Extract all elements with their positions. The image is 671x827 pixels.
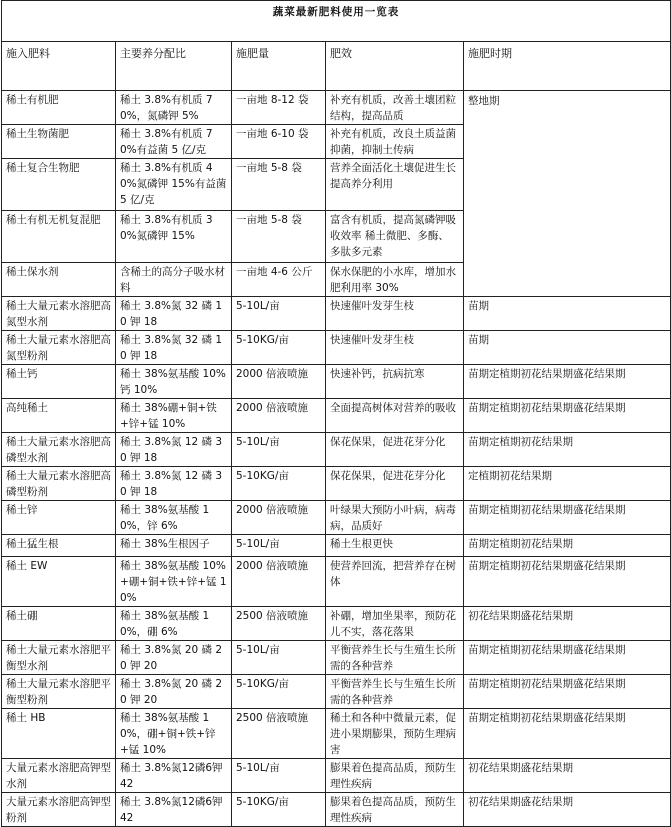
fertilizer-name: 稀土生物菌肥 bbox=[2, 125, 116, 159]
table-row bbox=[2, 399, 671, 433]
application-amount: 5-10L/亩 bbox=[232, 641, 326, 675]
application-amount: 一亩地 4-6 公斤 bbox=[232, 263, 326, 297]
application-amount: 2500 倍液喷施 bbox=[232, 709, 326, 759]
fertilizer-name: 大量元素水溶肥高钾型粉剂 bbox=[2, 793, 116, 827]
nutrient-ratio: 稀土 3.8%有机质 70%，氮磷钾 5% bbox=[116, 91, 232, 125]
application-amount: 5-10L/亩 bbox=[232, 759, 326, 793]
nutrient-ratio: 稀土 38%硼+铜+铁+锌+锰 10% bbox=[116, 399, 232, 433]
nutrient-ratio: 稀土 3.8%氮 12 磷 30 钾 18 bbox=[116, 467, 232, 501]
application-amount: 5-10KG/亩 bbox=[232, 793, 326, 827]
fertilizer-effect: 富含有机质，提高氮磷钾吸收效率 稀土微肥、多酶、多肽多元素 bbox=[326, 211, 464, 263]
table-row bbox=[2, 467, 671, 501]
nutrient-ratio: 稀土 38%氨基酸 10%，锌 6% bbox=[116, 501, 232, 535]
fertilizer-name: 稀土钙 bbox=[2, 365, 116, 399]
application-amount: 2000 倍液喷施 bbox=[232, 557, 326, 607]
fertilizer-effect: 保水保肥的小水库，增加水肥利用率 30% bbox=[326, 263, 464, 297]
nutrient-ratio: 稀土 3.8%氮 20 磷 20 钾 20 bbox=[116, 641, 232, 675]
nutrient-ratio: 稀土 38%氨基酸 10%+硼+铜+铁+锌+锰 10% bbox=[116, 557, 232, 607]
fertilizer-name: 大量元素水溶肥高钾型水剂 bbox=[2, 759, 116, 793]
nutrient-ratio: 稀土 3.8%氮 12 磷 30 钾 18 bbox=[116, 433, 232, 467]
application-period: 苗期定植期初花结果期盛花结果期 bbox=[464, 675, 671, 709]
header-amount: 施肥量 bbox=[232, 42, 326, 91]
fertilizer-name: 稀土有机无机复混肥 bbox=[2, 211, 116, 263]
nutrient-ratio: 稀土 3.8%氮 20 磷 20 钾 20 bbox=[116, 675, 232, 709]
nutrient-ratio: 含稀土的高分子吸水材料 bbox=[116, 263, 232, 297]
fertilizer-name: 稀土锌 bbox=[2, 501, 116, 535]
application-period: 苗期定植期初花结果期 bbox=[464, 433, 671, 467]
header-row bbox=[2, 42, 671, 91]
table-row bbox=[2, 759, 671, 793]
application-period: 初花结果期盛花结果期 bbox=[464, 607, 671, 641]
table-row bbox=[2, 297, 671, 331]
fertilizer-effect: 平衡营养生长与生殖生长所需的各种营养 bbox=[326, 675, 464, 709]
table-row bbox=[2, 607, 671, 641]
nutrient-ratio: 稀土 3.8%氮 32 磷 10 钾 18 bbox=[116, 331, 232, 365]
nutrient-ratio: 稀土 3.8%有机质 30%氮磷钾 15% bbox=[116, 211, 232, 263]
fertilizer-name: 稀土大量元素水溶肥高氮型水剂 bbox=[2, 297, 116, 331]
table-row bbox=[2, 433, 671, 467]
fertilizer-effect: 膨果着色提高品质，预防生理性疾病 bbox=[326, 759, 464, 793]
table-title: 蔬菜最新肥料使用一览表 bbox=[272, 6, 400, 18]
fertilizer-effect: 营养全面活化土壤促进生长提高养分利用 bbox=[326, 159, 464, 211]
nutrient-ratio: 稀土 3.8%氮12磷6钾 42 bbox=[116, 793, 232, 827]
application-period: 苗期定植期初花结果期盛花结果期 bbox=[464, 557, 671, 607]
application-period: 初花结果期盛花结果期 bbox=[464, 793, 671, 827]
application-amount: 2500 倍液喷施 bbox=[232, 607, 326, 641]
application-period: 苗期定植期初花结果期盛花结果期 bbox=[464, 399, 671, 433]
application-amount: 5-10L/亩 bbox=[232, 535, 326, 557]
fertilizer-effect: 快速补钙，抗病抗寒 bbox=[326, 365, 464, 399]
fertilizer-name: 稀土硼 bbox=[2, 607, 116, 641]
application-period: 定植期初花结果期 bbox=[464, 467, 671, 501]
fertilizer-effect: 补充有机质，改善土壤团粒结构，提高品质 bbox=[326, 91, 464, 125]
application-period: 苗期定植期初花结果期盛花结果期 bbox=[464, 501, 671, 535]
fertilizer-name: 稀土 HB bbox=[2, 709, 116, 759]
fertilizer-table-page bbox=[1, 0, 670, 827]
fertilizer-name: 稀土大量元素水溶肥平衡型水剂 bbox=[2, 641, 116, 675]
fertilizer-effect: 平衡营养生长与生殖生长所需的各种营养 bbox=[326, 641, 464, 675]
nutrient-ratio: 稀土 38%氨基酸 10%，硼+铜+铁+锌+锰 10% bbox=[116, 709, 232, 759]
header-fertilizer: 施入肥料 bbox=[2, 42, 116, 91]
table-title-cell bbox=[2, 1, 671, 42]
application-period: 苗期定植期初花结果期盛花结果期 bbox=[464, 709, 671, 759]
nutrient-ratio: 稀土 38%生根因子 bbox=[116, 535, 232, 557]
application-amount: 一亩地 5-8 袋 bbox=[232, 159, 326, 211]
application-period: 整地期 bbox=[464, 91, 671, 297]
table-row bbox=[2, 535, 671, 557]
application-amount: 2000 倍液喷施 bbox=[232, 501, 326, 535]
nutrient-ratio: 稀土 3.8%有机质 40%氮磷钾 15%有益菌 5 亿/克 bbox=[116, 159, 232, 211]
fertilizer-name: 稀土有机肥 bbox=[2, 91, 116, 125]
fertilizer-table bbox=[1, 0, 671, 827]
fertilizer-effect: 保花保果，促进花芽分化 bbox=[326, 433, 464, 467]
fertilizer-name: 稀土大量元素水溶肥高磷型水剂 bbox=[2, 433, 116, 467]
fertilizer-effect: 叶绿果大预防小叶病，病毒病，品质好 bbox=[326, 501, 464, 535]
fertilizer-name: 稀土大量元素水溶肥高磷型粉剂 bbox=[2, 467, 116, 501]
fertilizer-name: 高纯稀土 bbox=[2, 399, 116, 433]
fertilizer-effect: 快速催叶发芽生枝 bbox=[326, 331, 464, 365]
application-amount: 5-10KG/亩 bbox=[232, 675, 326, 709]
fertilizer-effect: 稀土和各种中微量元素，促进小果期膨果，预防生理病害 bbox=[326, 709, 464, 759]
application-period: 苗期 bbox=[464, 331, 671, 365]
fertilizer-name: 稀土保水剂 bbox=[2, 263, 116, 297]
table-row bbox=[2, 557, 671, 607]
application-period: 苗期定植期初花结果期盛花结果期 bbox=[464, 365, 671, 399]
application-period: 苗期定植期初花结果期盛花结果期 bbox=[464, 641, 671, 675]
nutrient-ratio: 稀土 38%氨基酸 10%，硼 6% bbox=[116, 607, 232, 641]
application-amount: 2000 倍液喷施 bbox=[232, 399, 326, 433]
application-amount: 5-10KG/亩 bbox=[232, 467, 326, 501]
fertilizer-name: 稀土 EW bbox=[2, 557, 116, 607]
application-amount: 5-10L/亩 bbox=[232, 297, 326, 331]
application-period: 苗期 bbox=[464, 297, 671, 331]
table-row bbox=[2, 501, 671, 535]
header-effect: 肥效 bbox=[326, 42, 464, 91]
application-amount: 一亩地 8-12 袋 bbox=[232, 91, 326, 125]
fertilizer-name: 稀土大量元素水溶肥平衡型粉剂 bbox=[2, 675, 116, 709]
table-row bbox=[2, 675, 671, 709]
fertilizer-name: 稀土大量元素水溶肥高氮型粉剂 bbox=[2, 331, 116, 365]
fertilizer-effect: 全面提高树体对营养的吸收 bbox=[326, 399, 464, 433]
nutrient-ratio: 稀土 3.8%氮 32 磷 10 钾 18 bbox=[116, 297, 232, 331]
table-row bbox=[2, 641, 671, 675]
nutrient-ratio: 稀土 3.8%有机质 70%有益菌 5 亿/克 bbox=[116, 125, 232, 159]
nutrient-ratio: 稀土 3.8%氮12磷6钾 42 bbox=[116, 759, 232, 793]
table-row bbox=[2, 709, 671, 759]
fertilizer-effect: 使营养回流，把营养存在树体 bbox=[326, 557, 464, 607]
table-row bbox=[2, 91, 671, 125]
fertilizer-effect: 补硼，增加坐果率，预防花儿不实，落花落果 bbox=[326, 607, 464, 641]
application-amount: 一亩地 6-10 袋 bbox=[232, 125, 326, 159]
table-row bbox=[2, 793, 671, 827]
fertilizer-effect: 膨果着色提高品质，预防生理性疾病 bbox=[326, 793, 464, 827]
application-amount: 5-10L/亩 bbox=[232, 433, 326, 467]
table-row bbox=[2, 331, 671, 365]
application-period: 苗期定植期初花结果期 bbox=[464, 535, 671, 557]
nutrient-ratio: 稀土 38%氨基酸 10%钙 10% bbox=[116, 365, 232, 399]
fertilizer-effect: 补充有机质，改良土质益菌抑菌，抑制土传病 bbox=[326, 125, 464, 159]
header-nutrient-ratio: 主要养分配比 bbox=[116, 42, 232, 91]
application-period: 初花结果期盛花结果期 bbox=[464, 759, 671, 793]
application-amount: 5-10KG/亩 bbox=[232, 331, 326, 365]
table-row bbox=[2, 365, 671, 399]
fertilizer-effect: 快速催叶发芽生枝 bbox=[326, 297, 464, 331]
application-amount: 2000 倍液喷施 bbox=[232, 365, 326, 399]
header-period: 施肥时期 bbox=[464, 42, 671, 91]
fertilizer-name: 稀土复合生物肥 bbox=[2, 159, 116, 211]
fertilizer-name: 稀土猛生根 bbox=[2, 535, 116, 557]
fertilizer-effect: 稀土生根更快 bbox=[326, 535, 464, 557]
fertilizer-effect: 保花保果，促进花芽分化 bbox=[326, 467, 464, 501]
application-amount: 一亩地 5-8 袋 bbox=[232, 211, 326, 263]
